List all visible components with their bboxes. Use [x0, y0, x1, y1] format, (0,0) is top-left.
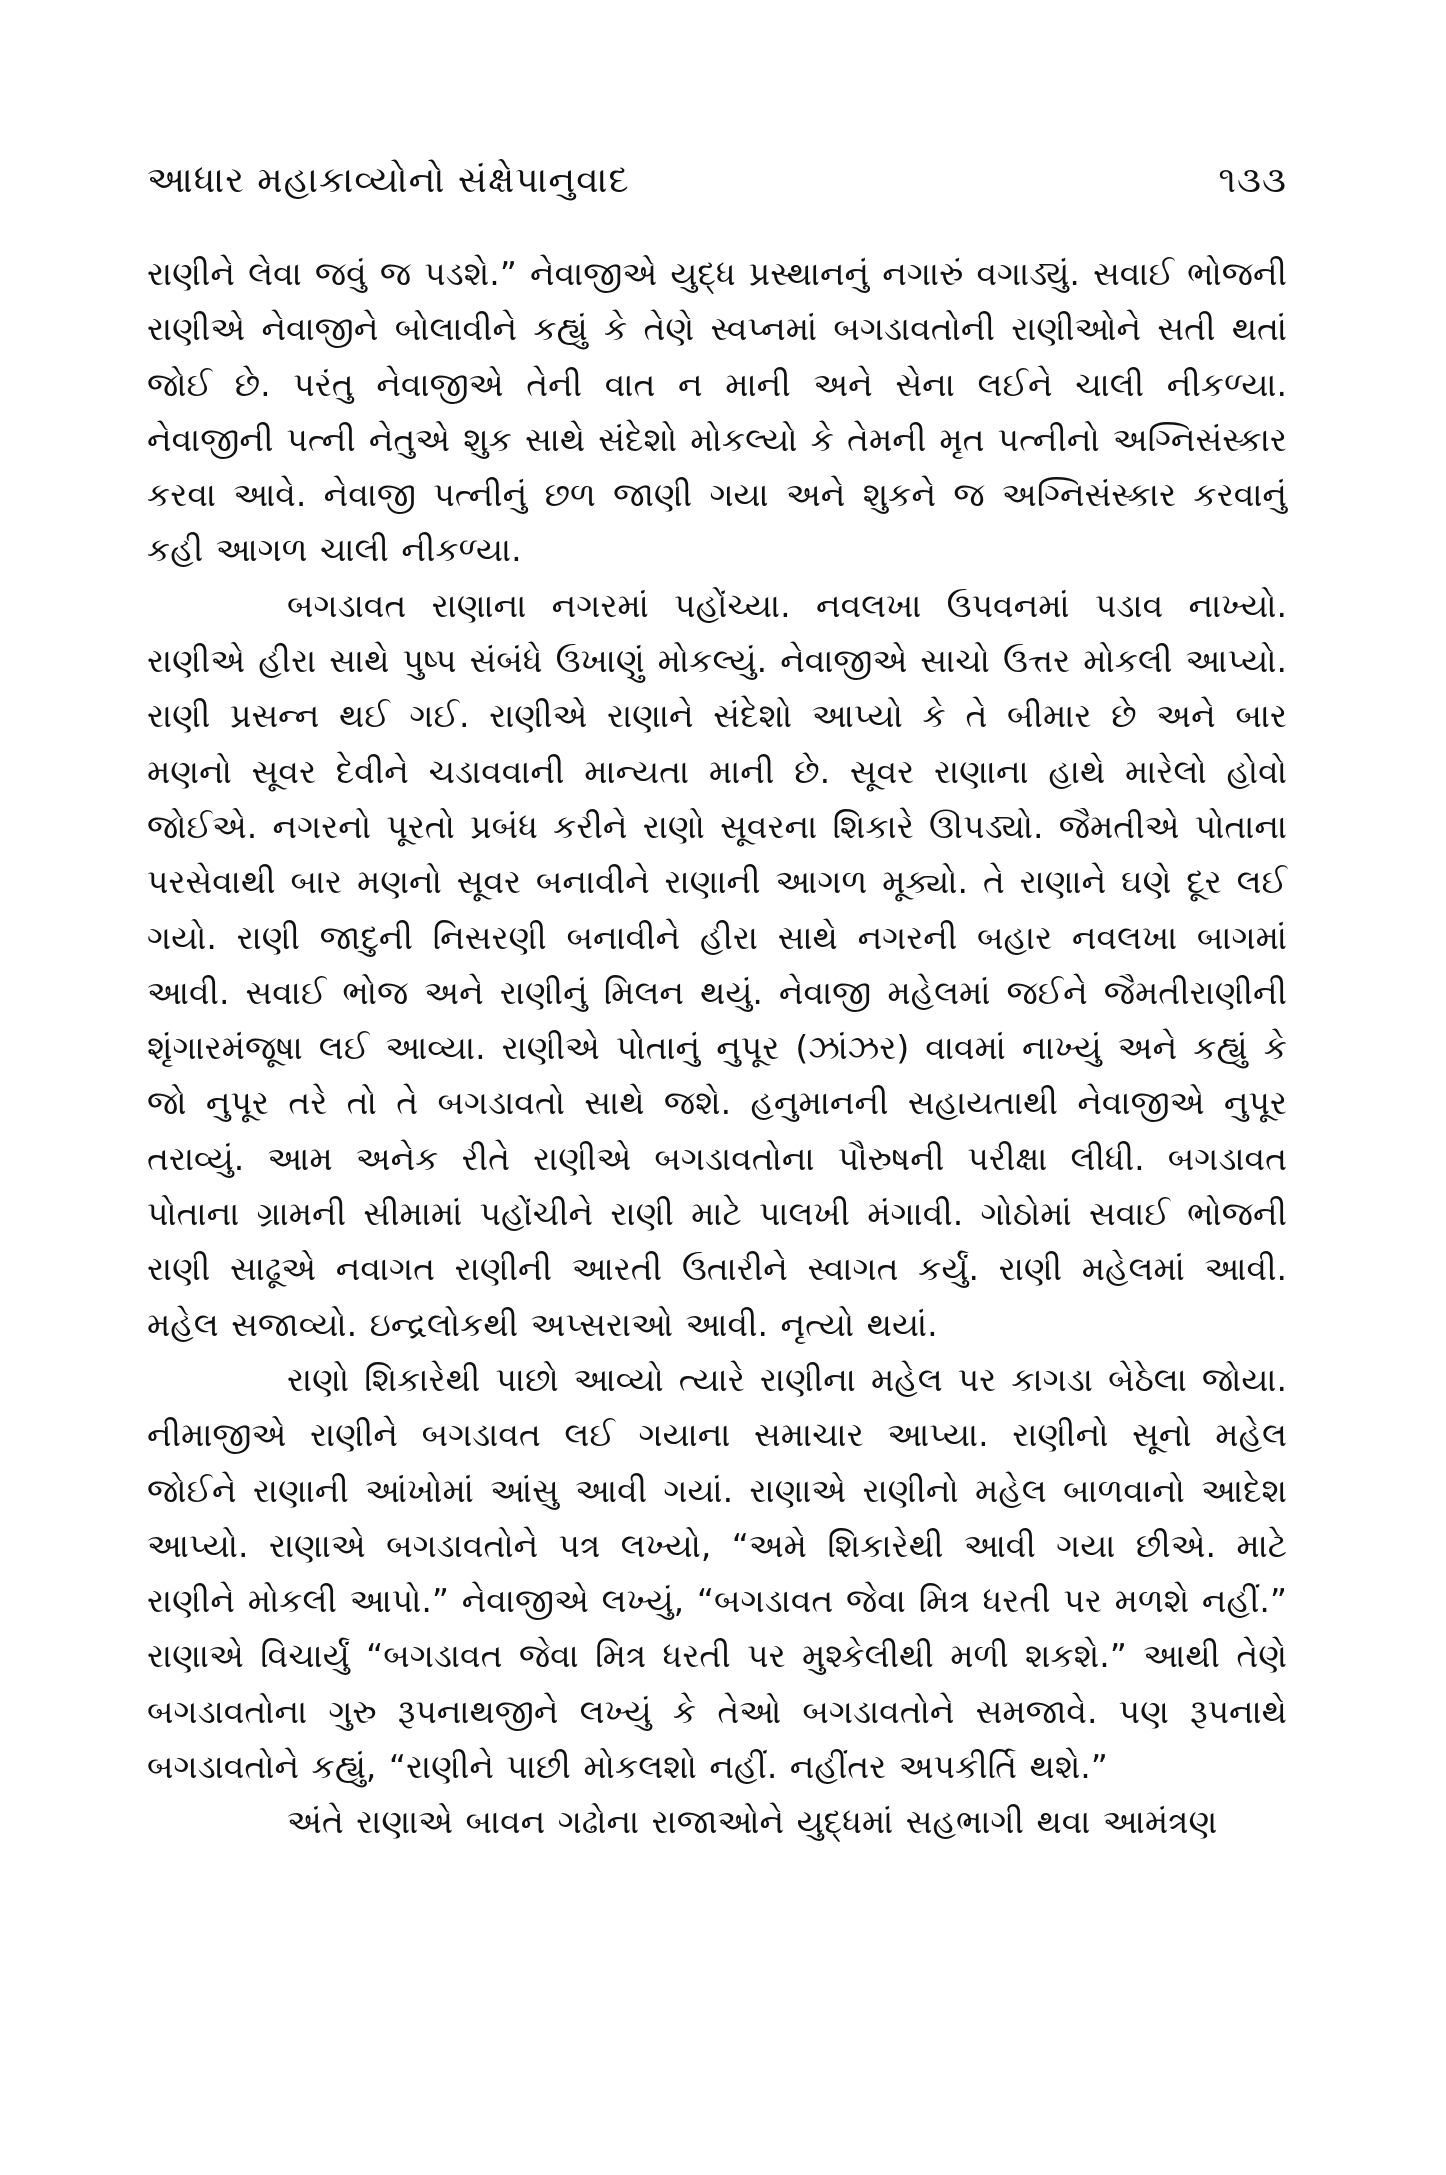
page-header [147, 160, 1287, 230]
running-title: આધાર મહાકાવ્યોનો સંક્ષેપાનુવાદ [147, 160, 630, 201]
page-number: ૧૩૩ [1218, 160, 1287, 201]
paragraph-4: અંતે રાણાએ બાવન ગઢોના રાજાઓને યુદ્ધમાં સહભાગી થવા આમંત્રણ [287, 1802, 1218, 1842]
paragraph-3: રાણો શિકારેથી પાછો આવ્યો ત્યારે રાણીના મહેલ પર કાગડા બેઠેલા જોયા. નીમાજીએ રાણીને બગડાવત લઈ ગયાના સમાચાર આપ્યા. રાણીનો સૂનો મહેલ જોઈને રાણાની આંખોમાં આંસુ આવી ગયાં. રાણાએ રાણીનો મહેલ બાળવાનો આદેશ આપ્યો. રાણાએ બગડાવતોને પત્ર લખ્યો, “અમે શિકારેથી આવી ગયા છીએ. માટે રાણીને મોકલી આપો.” નેવાજીએ લખ્યું, “બગડાવત જેવા મિત્ર ધરતી પર મળશે નહીં.” રાણાએ વિચાર્યું “બગડાવત જેવા મિત્ર ધરતી પર મુશ્કેલીથી મળી શકશે.” આથી તેણે બગડાવતોના ગુરુ રૂપનાથજીને લખ્યું કે તેઓ બગડાવતોને સમજાવે. પણ રૂપનાથે બગડાવતોને કહ્યું, “રાણીને પાછી મોકલશો નહીં. નહીંતર અપકીર્તિ થશે.” [147, 1359, 1288, 1787]
body-text [147, 246, 1287, 1850]
paragraph-2: બગડાવત રાણાના નગરમાં પહોંચ્યા. નવલખા ઉપવનમાં પડાવ નાખ્યો. રાણીએ હીરા સાથે પુષ્પ સંબંધે ઉખાણું મોકલ્યું. નેવાજીએ સાચો ઉત્તર મોકલી આપ્યો. રાણી પ્રસન્ન થઈ ગઈ. રાણીએ રાણાને સંદેશો આપ્યો કે તે બીમાર છે અને બાર મણનો સૂવર દેવીને ચડાવવાની માન્યતા માની છે. સૂવર રાણાના હાથે મારેલો હોવો જોઈએ. નગરનો પૂરતો પ્રબંધ કરીને રાણો સૂવરના શિકારે ઊપડ્યો. જૈમતીએ પોતાના પરસેવાથી બાર મણનો સૂવર બનાવીને રાણાની આગળ મૂક્યો. તે રાણાને ઘણે દૂર લઈ ગયો. રાણી જાદુની નિસરણી બનાવીને હીરા સાથે નગરની બહાર નવલખા બાગમાં આવી. સવાઈ ભોજ અને રાણીનું મિલન થયું. નેવાજી મહેલમાં જઈને જૈમતીરાણીની શૃંગારમંજૂષા લઈ આવ્યા. રાણીએ પોતાનું નુપૂર (ઝાંઝર) વાવમાં નાખ્યું અને કહ્યું કે જો નુપૂર તરે તો તે બગડાવતો સાથે જશે. હનુમાનની સહાયતાથી નેવાજીએ નુપૂર તરાવ્યું. આમ અનેક રીતે રાણીએ બગડાવતોના પૌરુષની પરીક્ષા લીધી. બગડાવત પોતાના ગ્રામની સીમામાં પહોંચીને રાણી માટે પાલખી મંગાવી. ગોઠોમાં સવાઈ ભોજની રાણી સાઢૂએ નવાગત રાણીની આરતી ઉતારીને સ્વાગત કર્યું. રાણી મહેલમાં આવી. મહેલ સજાવ્યો. ઇન્દ્રલોકથી અપ્સરાઓ આવી. નૃત્યો થયાં. [147, 585, 1287, 1344]
document-page [147, 160, 1287, 1850]
paragraph-1: રાણીને લેવા જવું જ પડશે.” નેવાજીએ યુદ્ધ પ્રસ્થાનનું નગારું વગાડ્યું. સવાઈ ભોજની રાણીએ નેવાજીને બોલાવીને કહ્યું કે તેણે સ્વપ્નમાં બગડાવતોની રાણીઓને સતી થતાં જોઈ છે. પરંતુ નેવાજીએ તેની વાત ન માની અને સેના લઈને ચાલી નીકળ્યા. નેવાજીની પત્ની નેતુએ શુક સાથે સંદેશો મોકલ્યો કે તેમની મૃત પત્નીનો અગ્નિસંસ્કાર કરવા આવે. નેવાજી પત્નીનું છળ જાણી ગયા અને શુકને જ અગ્નિસંસ્કાર કરવાનું કહી આગળ ચાલી નીકળ્યા. [147, 254, 1287, 570]
